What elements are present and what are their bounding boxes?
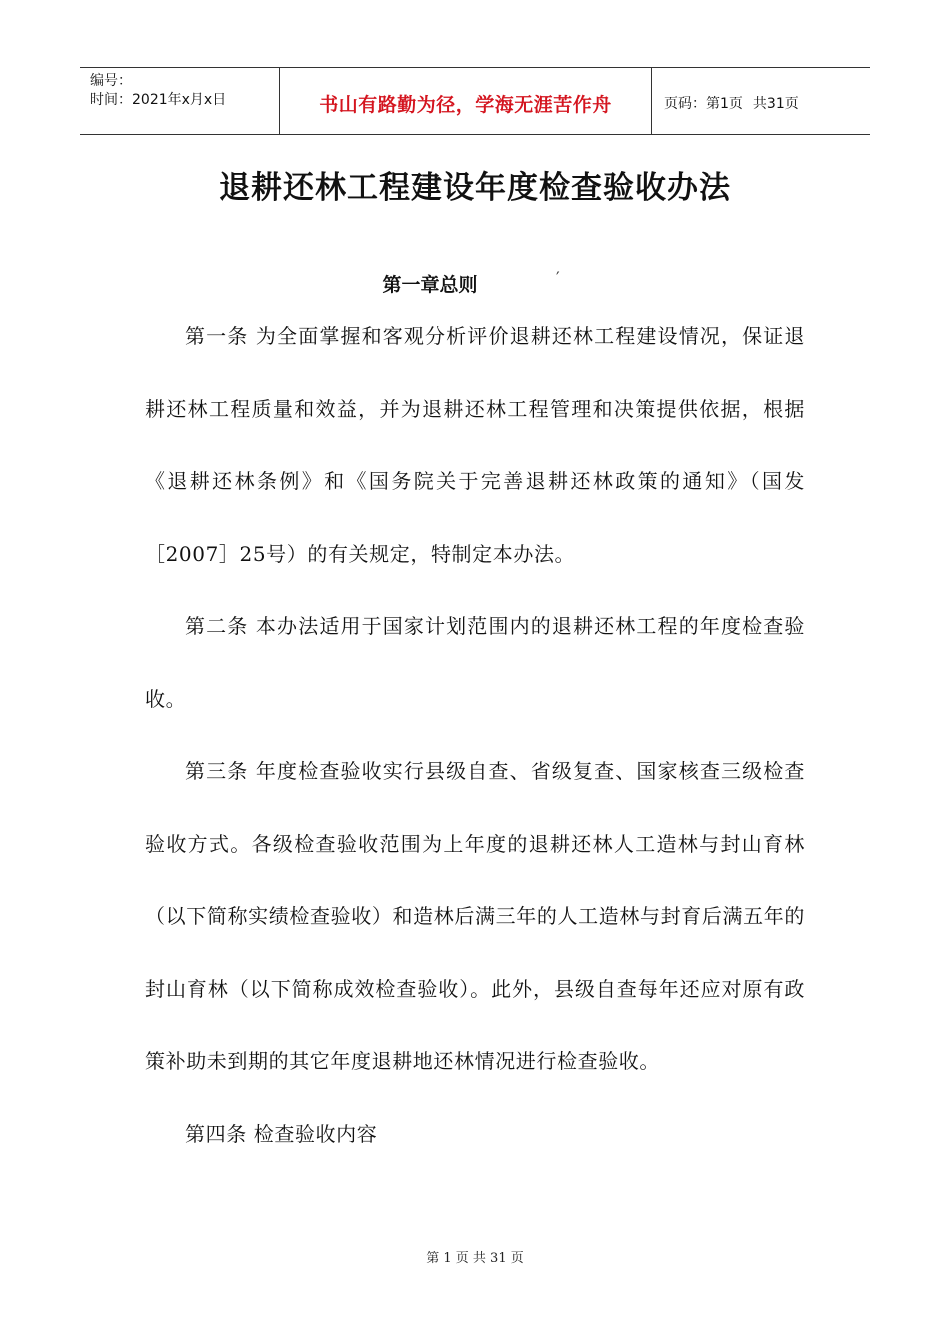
header-motto: 书山有路勤为径，学海无涯苦作舟 <box>280 68 652 134</box>
header-page-info <box>652 68 870 134</box>
article-4: 第四条 检查验收内容 <box>185 1121 378 1146</box>
page-footer: 第 1 页 共 31 页 <box>426 1251 524 1266</box>
document-header <box>80 67 870 135</box>
article-1: 第一条 为全面掌握和客观分析评价退耕还林工程建设情况，保证退耕还林工程质量和效益，并为退耕还林工程管理和决策提供依据，根据《退耕还林条例》和《国务院关于完善退耕还林政策的通知》（国发［2007］25号）的有关规定，特制定本办法。 <box>145 324 805 566</box>
document-date-label: 时间：2021年x月x日 <box>90 92 227 108</box>
chapter-heading: 第一章总则 <box>382 274 478 296</box>
header-page-total: 共31页 <box>752 96 799 112</box>
header-page-number: 页码：第1页 <box>664 96 743 112</box>
document-body <box>145 300 805 1170</box>
document-title: 退耕还林工程建设年度检查验收办法 <box>219 170 731 206</box>
header-meta <box>80 68 280 134</box>
stray-mark: ′ <box>556 268 560 287</box>
article-3: 第三条 年度检查验收实行县级自查、省级复查、国家核查三级检查验收方式。各级检查验收范围为上年度的退耕还林人工造林与封山育林（以下简称实绩检查验收）和造林后满三年的人工造林与封育后满五年的封山育林（以下简称成效检查验收）。此外，县级自查每年还应对原有政策补助未到期的其它年度退耕地还林情况进行检查验收。 <box>145 759 805 1073</box>
document-number-label: 编号： <box>90 73 132 89</box>
article-2: 第二条 本办法适用于国家计划范围内的退耕还林工程的年度检查验收。 <box>145 614 805 711</box>
